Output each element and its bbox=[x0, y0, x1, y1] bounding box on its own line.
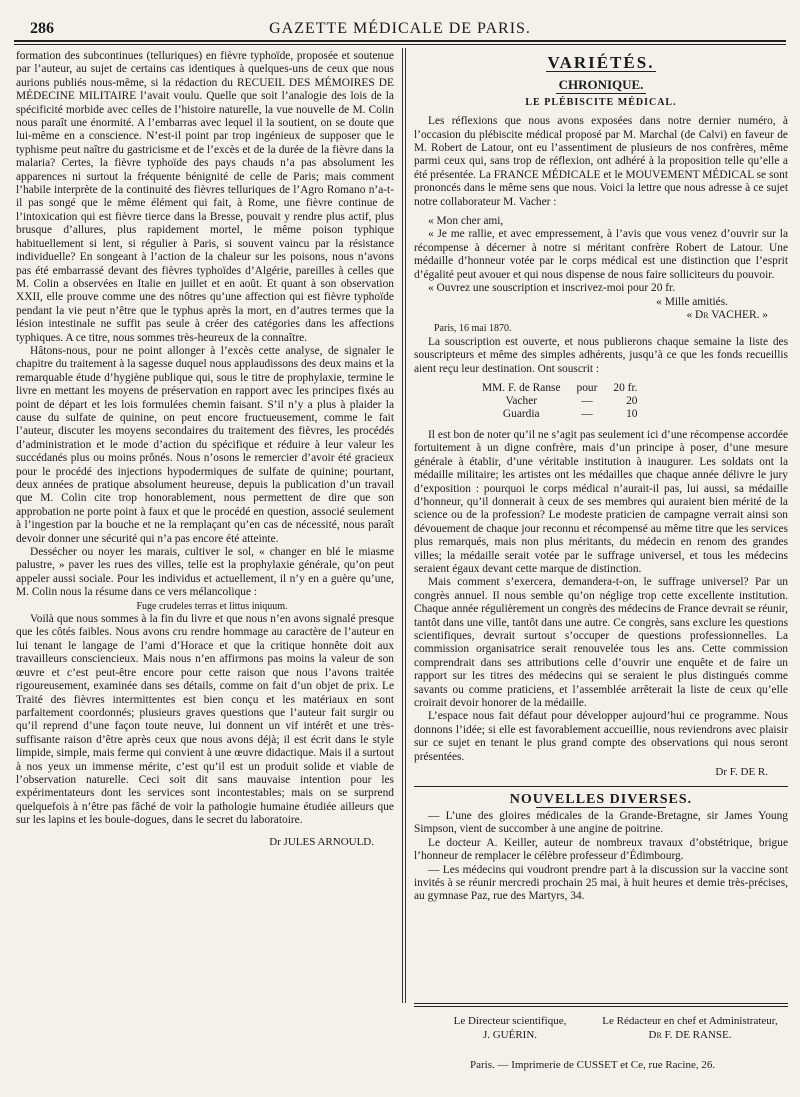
news-item: Le docteur A. Keiller, auteur de nombreux travaux d’obstétrique, brigue l’honneur de remplacer le célèbre professeur d’Édimbourg. bbox=[414, 836, 788, 863]
letter-greeting: « Mon cher ami, bbox=[428, 215, 504, 228]
review-paragraph: Hâtons-nous, pour ne point allonger à l’excès cette analyse, de signaler le chapitre du traitement à la sagesse duquel nous applaudissons des deux mains et la remarquable étude d’hygiène publique qui, sous le titre de prophylaxie, termine le livre en mettant les moyens de préservation en rapport avec les principes fixés au point de départ et les lois formulées chemin faisant. S’il n’y a plus à plaider la cause du sulfate de quinine, on peut encore fructueusement, comme le fait l’auteur, discuter les moyens secondaires du traitement des fièvres, les procédés d’administration et le mode d’action du spécifique et réduire à leur valeur les succédanés plus ou moins prônés. Nous n’osons le remercier d’avoir été gracieux pour le procédé des injections hypodermiques de sulfate de quinine; pourtant, deux années de pratique absolument heureuse, depuis la publication d’un travail que M. Colin cite trop honorablement, nous permettent de dire que son approbation ne porte point à faux et que le procédé en question, associé seulement à l’ingestion par la bouche et ne la remplaçant qu’en cas de nécessité, nous paraît devoir donner une sécurité qui n’a pas encore été atteinte. bbox=[16, 344, 394, 545]
page-number: 286 bbox=[30, 20, 54, 37]
chronique-paragraph: Il est bon de noter qu’il ne s’agit pas seulement ici d’une récompense accordée fortuitement à un digne confrère, mais d’un principe à poser, d’une mesure générale à établir, d’une véritable institution à inaugurer. Les soldats ont la médaille militaire; les artistes ont les médailles que chaque année délivre le jury d’exposition : pourquoi le corps médical n’aurait-il pas, lui aussi, sa médaille d’honneur, qu’il donnerait à ceux de ses membres qui auraient bien mérité de la science ou de la profession? Le modeste praticien de campagne verrait ainsi son dévouement de chaque jour reconnu et récompensé au même titre que les services plus remarqués, mais non plus méritants, du médecin en renom des grandes villes; la médaille serait votée par le suffrage universel, et tous les médecins seraient égaux devant cette marque de distinction. bbox=[414, 428, 788, 575]
author-signature: Dr JULES ARNOULD. bbox=[269, 835, 374, 848]
running-title: GAZETTE MÉDICALE DE PARIS. bbox=[269, 20, 531, 37]
letter-date: Paris, 16 mai 1870. bbox=[434, 323, 512, 335]
news-item: — L’une des gloires médicales de la Grande-Bretagne, sir James Young Simpson, vient de succomber à une angine de poitrine. bbox=[414, 809, 788, 836]
chronique-subtitle: LE PLÉBISCITE MÉDICAL. bbox=[525, 96, 677, 108]
nouvelles-underline bbox=[536, 807, 666, 808]
subscriber-sep: — bbox=[581, 394, 593, 407]
column-divider-second bbox=[405, 48, 406, 1003]
footer-rule-thin bbox=[414, 1006, 788, 1007]
right-column bbox=[414, 50, 788, 904]
subscriber-sep: — bbox=[581, 407, 593, 420]
subscriber-amount: 20 bbox=[626, 394, 638, 407]
page-footer bbox=[14, 1003, 786, 1088]
editor-label: Le Rédacteur en chef et Administrateur, bbox=[602, 1015, 778, 1027]
letter-regards: « Mille amitiés. bbox=[656, 295, 728, 308]
letter-signature: « Dr VACHER. » bbox=[686, 308, 768, 321]
subscription-intro: La souscription est ouverte, et nous publierons chaque semaine la liste des souscripteurs et même des simples adhérents, jusqu’à ce que les fonds recueillis aient reçu leur destination. Ont souscrit : bbox=[414, 335, 788, 375]
nouvelles-title: NOUVELLES DIVERSES. bbox=[509, 791, 693, 807]
table-row bbox=[474, 408, 645, 421]
editor-name: Dr F. DE RANSE. bbox=[648, 1029, 732, 1041]
chronique-title: CHRONIQUE. bbox=[558, 77, 644, 93]
column-divider bbox=[402, 48, 403, 1003]
director-credit bbox=[430, 1015, 590, 1041]
subscriber-name: MM. F. de Ranse bbox=[482, 381, 561, 394]
letter-close: « Ouvrez une souscription et inscrivez-moi pour 20 fr. bbox=[428, 282, 676, 295]
chronique-signature: Dr F. DE R. bbox=[715, 766, 768, 779]
editor-credit bbox=[580, 1015, 800, 1041]
review-paragraph: Voilà que nous sommes à la fin du livre et que nous n’en avons signalé presque que les côtés faibles. Nous avons cru rendre hommage au caractère de l’auteur en lui tenant le langage de l’ami d’Horace et que la critique honnête doit aux travailleurs consciencieux. Mais nous n’en affirmons pas moins la valeur de son œuvre et c’est peut-être encore pour cette raison que nous l’avons traitée rigoureusement, examinée dans ses détails, comme on fait d’un objet de prix. Le Traité des fièvres intermittentes est bien conçu et les matériaux en sont parfaitement coordonnés; plusieurs graves questions que l’auteur fait surgir ou qu’il reprend d’une façon toute neuve, lui donnent un vif intérêt et une très-suffisante raison d’être après ceux que nous avons déjà; il est écrit dans le style limpide, simple, mais ferme qui convient à une œuvre didactique. Mais il a surtout à nos yeux un immense mérite, c’est qu’il est un produit solide et viable de l’observation naturelle. Ceci soit dit sans mauvaise intention pour les expérimentateurs dont les services sont incontestables; mais on se surprend quelquefois à n’être pas fâché de voir la pathologie humaine étudiée ailleurs que sur les lapins et les boule-dogues, dans le secret du laboratoire. bbox=[16, 613, 394, 827]
subscriber-amount: 10 bbox=[626, 407, 638, 420]
director-name: J. GUÉRIN. bbox=[482, 1029, 538, 1041]
news-item: — Les médecins qui voudront prendre part à la discussion sur la vaccine sont invités à se réunir mercredi prochain 25 mai, à huit heures et demie très-précises, au gymnase Paz, rue des Martyrs, 34. bbox=[414, 863, 788, 903]
page-header bbox=[14, 14, 786, 42]
subscriber-name: Vacher bbox=[505, 394, 538, 407]
footer-rule bbox=[414, 1003, 788, 1004]
subscribers-table bbox=[474, 382, 645, 421]
chronique-underline bbox=[556, 93, 646, 94]
printer-imprint: Paris. — Imprimerie de CUSSET et Ce, rue Racine, 26. bbox=[470, 1059, 716, 1071]
subscriber-amount: 20 fr. bbox=[613, 381, 638, 394]
review-paragraph: Dessécher ou noyer les marais, cultiver le sol, « changer en blé le miasme palustre, » paver les rues des villes, telle est la prophylaxie générale, qu’on peut appeler aussi sociale. Pour les individus et actuellement, il n’y en a guère qu’une, M. Colin nous la résume dans ce vers mélancolique : bbox=[16, 546, 394, 599]
header-rule bbox=[14, 40, 786, 42]
chronique-paragraph: Mais comment s’exercera, demandera-t-on, le suffrage universel? Par un congrès annuel. Il nous semble qu’on néglige trop cette excellente institution. Chaque année régulièrement un congrès des médecins de France devrait se réunir, tantôt dans une ville, tantôt dans une autre. Ce congrès, sans exclure les questions scientifiques, devrait surtout s’occuper de questions professionnelles. La commission organisatrice serait renouvelée tous les ans. Cette commission comprendrait dans ses attributions celle d’ouvrir une enquête et de faire un rapport sur les titres des médecins qui se seraient le plus distingués comme savants ou comme praticiens, et l’assemblée arrêterait la liste de ceux qu’elle croirait devoir honorer de la médaille. bbox=[414, 576, 788, 710]
latin-verse: Fuge crudeles terras et littus iniquum. bbox=[136, 600, 288, 612]
chronique-intro: Les réflexions que nous avons exposées dans notre dernier numéro, à l’occasion du plébiscite médical proposé par M. Marchal (de Calvi) en faveur de M. Robert de Latour, ont eu l’assentiment de plusieurs de nos confrères, même parmi ceux qui, sans trop de réflexion, ont adhéré à la proposition telle qu’elle a été présentée. La FRANCE MÉDICALE et le MOUVEMENT MÉDICAL se sont prononcés dans le même sens que nous. Voici la lettre que nous adresse à ce sujet notre collaborateur M. Vacher : bbox=[414, 115, 788, 208]
chronique-paragraph: L’espace nous fait défaut pour développer aujourd’hui ce programme. Nous donnons l’idée; si elle est favorablement accueillie, nous reviendrons avec plaisir sur ce sujet en tenant le plus grand compte des observations qui nous seront présentées. bbox=[414, 710, 788, 763]
section-title: VARIÉTÉS. bbox=[547, 53, 655, 72]
table-row bbox=[474, 395, 645, 408]
subscriber-sep: pour bbox=[576, 381, 598, 394]
table-row bbox=[474, 382, 645, 395]
letter-body: « Je me rallie, et avec empressement, à l’avis que vous venez d’ouvrir sur la récompense à décerner à notre si méritant confrère Robert de Latour. Une médaille d’honneur votée par le corps médical est une distinction que l’esprit d’égalité peut avouer et qui nous dispense de nous faire solliciteurs du pouvoir. bbox=[414, 228, 788, 281]
director-label: Le Directeur scientifique, bbox=[453, 1015, 567, 1027]
header-rule-thin bbox=[14, 44, 786, 45]
subscriber-name: Guardia bbox=[502, 407, 540, 420]
review-paragraph: formation des subcontinues (telluriques) en fièvre typhoïde, proposée et soutenue par l’auteur, au sujet de certains cas identiques à quelques-uns de ceux que nous aurions publiés nous-même, si la rédaction du RECUEIL DES MÉMOIRES DE MÉDECINE MILITAIRE l’avait voulu. Quelle que soit l’analogie des lois de la spécificité morbide avec celles de l’histoire naturelle, la vue nouvelle de M. Colin nous paraît une énormité. A l’embarras avec lequel il la soutient, on se doute que lui-même en a conscience. N’est-il point par trop ingénieux de supposer que le typhisme peut naître du gastricisme et de l’excès et de la durée de la fièvre dans la malaria? Certes, la fièvre typhoïde des pays chauds n’a pas absolument les apparences ni surtout la fréquente bénignité de celle de Paris; mais comment l’habile interprète de la continuité des fièvres telluriques de l’Agro Romano n’a-t-il pas songé que le même élément qui fait, à Rome, une fièvre continue de l’intoxication qui est fièvre tierce dans la Bresse, pouvait y rendre plus actif, plus brusque d’allures, plus rapidement mortel, le même poison typhique habituellement si lent, si régulier à Paris, si souvent vaincu par la résistance individuelle? En songeant à l’action de la chaleur sur les poisons, nous n’avons pas été embarrassé devant des fièvres typhoïdes d’Algérie, pareilles à celles que M. Colin a observées en Italie en juillet et en août. Et quant à son observation XXII, elle prouve comme une des nôtres qu’une affection qui est fièvre typhoïde pendant la vie peut n’être que le typhus après la mort, en d’autres termes que la lésion intestinale ne suffit pas seule à créer des catégories dans les affections typhiques. A ce titre, nous sommes très-heureux de la connaître. bbox=[16, 50, 394, 344]
nouvelles-rule bbox=[414, 786, 788, 787]
left-column bbox=[16, 50, 394, 849]
